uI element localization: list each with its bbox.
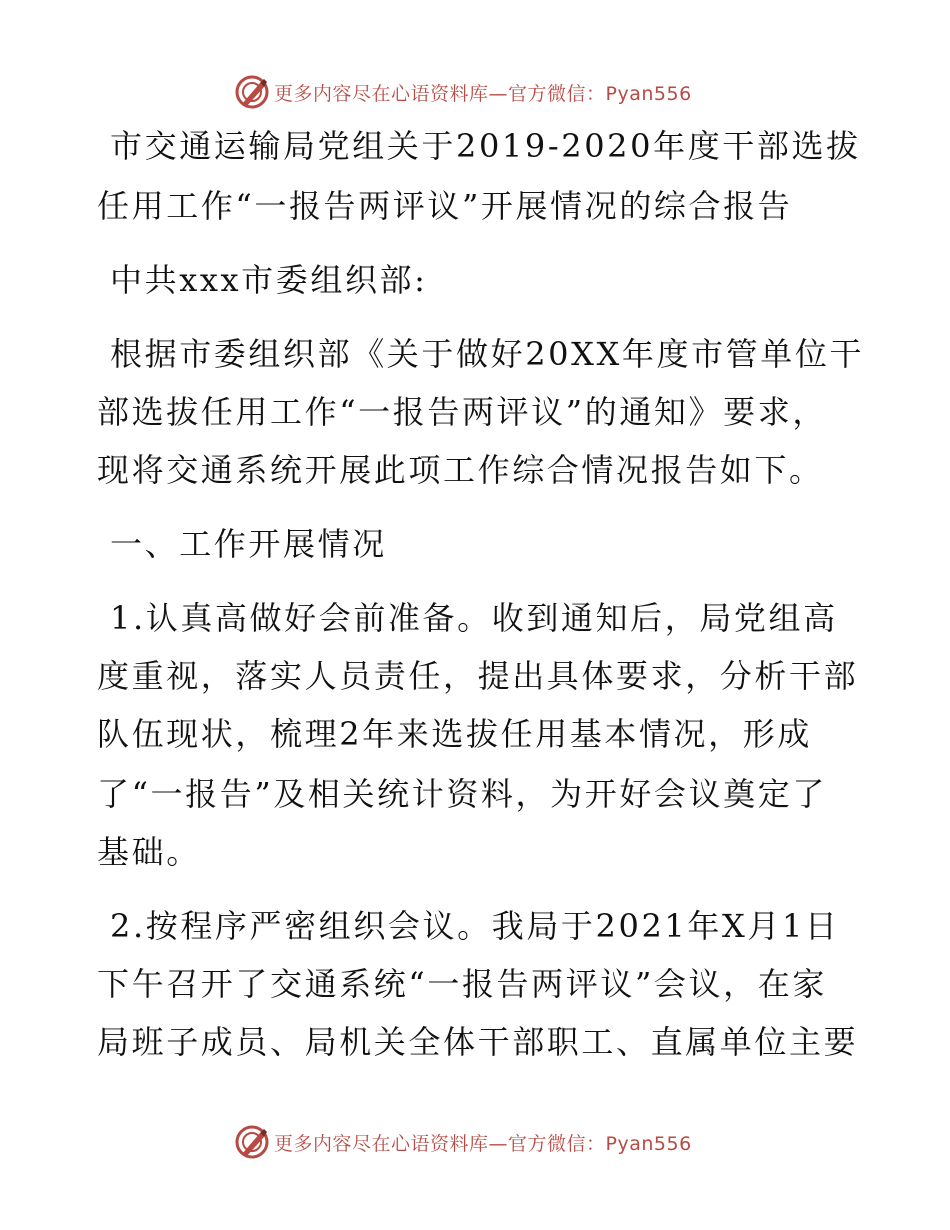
watermark-text: 更多内容尽在心语资料库—官方微信：Pyan556 — [274, 1132, 692, 1155]
title-line-2: 任用工作“一报告两评议”开展情况的综合报告 — [97, 187, 793, 225]
intro-line-1: 根据市委组织部《关于做好20XX年度市管单位干 — [110, 335, 865, 373]
salutation: 中共xxx市委组织部: — [110, 261, 428, 299]
watermark-footer — [234, 1122, 692, 1162]
title-line-1: 市交通运输局党组关于2019-2020年度干部选拔 — [110, 127, 861, 165]
pen-logo-icon — [234, 1124, 270, 1160]
item2-line-1: 2.按程序严密组织会议。我局于2021年X月1日 — [110, 907, 840, 945]
watermark-header — [234, 72, 692, 112]
item2-line-2: 下午召开了交通系统“一报告两评议”会议，在家 — [97, 965, 827, 1003]
watermark-text: 更多内容尽在心语资料库—官方微信：Pyan556 — [274, 82, 692, 105]
section-heading: 一、工作开展情况 — [110, 525, 387, 563]
item1-line-1: 1.认真高做好会前准备。收到通知后，局党组高 — [110, 599, 838, 637]
intro-line-3: 现将交通系统开展此项工作综合情况报告如下。 — [97, 451, 824, 489]
pen-logo-icon — [234, 74, 270, 110]
item1-line-4: 了“一报告”及相关统计资料，为开好会议奠定了 — [97, 775, 827, 813]
item1-line-5: 基础。 — [97, 833, 201, 871]
item1-line-3: 队伍现状，梳理2年来选拔任用基本情况，形成 — [97, 715, 812, 753]
item2-line-3: 局班子成员、局机关全体干部职工、直属单位主要 — [97, 1023, 859, 1061]
intro-line-2: 部选拔任用工作“一报告两评议”的通知》要求， — [97, 393, 827, 431]
item1-line-2: 度重视，落实人员责任，提出具体要求，分析干部 — [97, 657, 859, 695]
